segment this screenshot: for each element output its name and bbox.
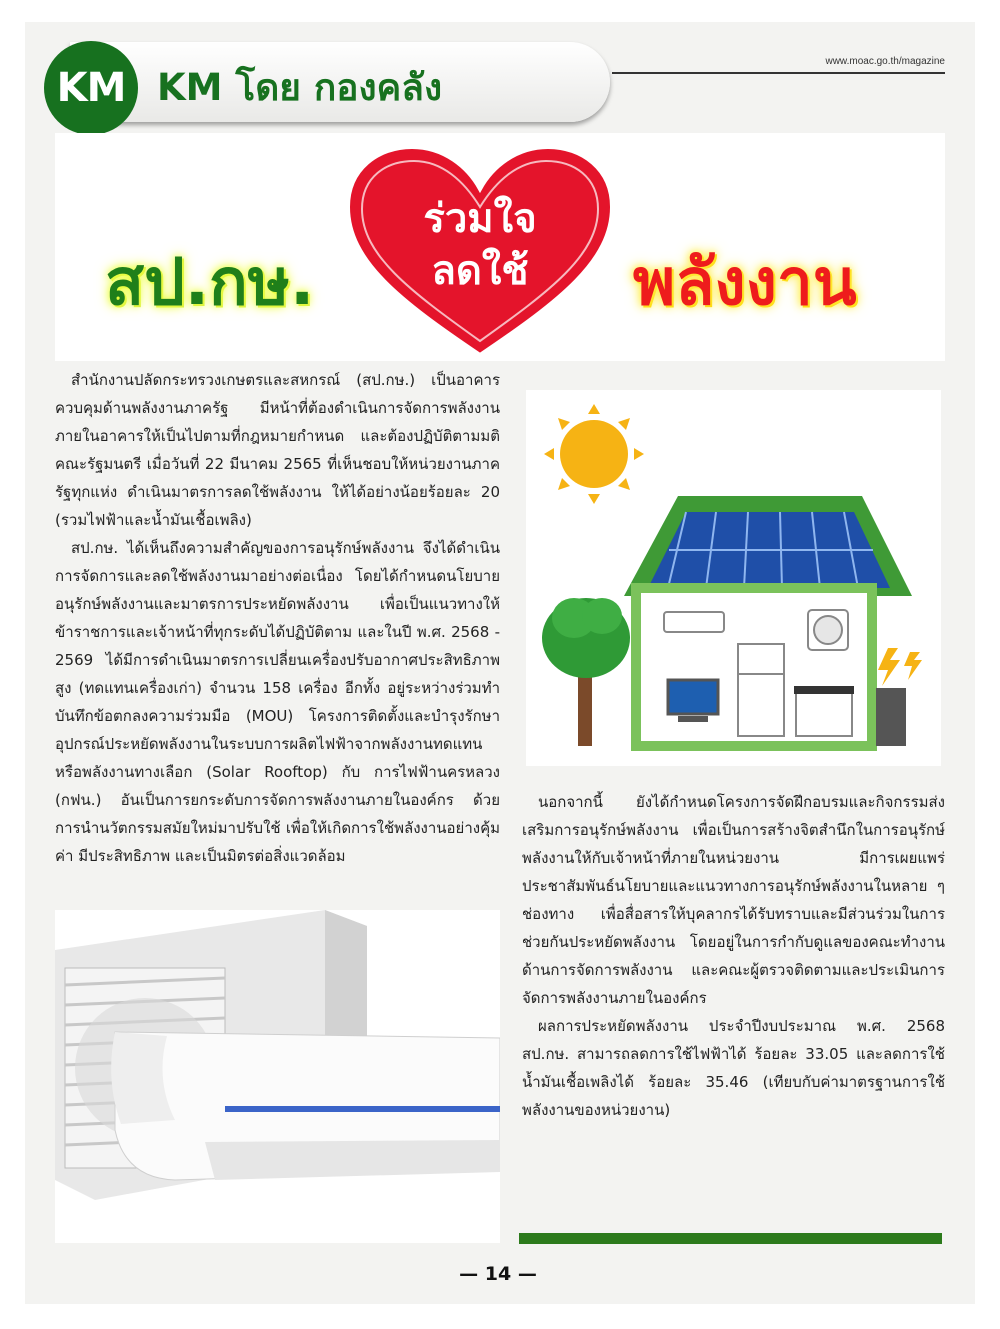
site-url: www.moac.go.th/magazine — [825, 56, 945, 67]
headline-banner — [55, 133, 945, 361]
banner-right-text: พลังงาน — [633, 246, 857, 320]
page-number: — 14 — — [459, 1263, 537, 1285]
section-title: KM โดย กองคลัง — [157, 66, 443, 109]
article-right-column — [522, 788, 945, 1124]
sun-icon — [544, 404, 644, 504]
header-divider — [612, 72, 945, 74]
tree-icon — [542, 598, 630, 746]
heart-line-1: ร่วมใจ — [423, 196, 537, 242]
paragraph: สป.กษ. ได้เห็นถึงความสำคัญของการอนุรักษ์พลังงาน จึงได้ดำเนินการจัดการและลดใช้พลังงานมาอย่างต่อเนื่อง โดยได้กำหนดนโยบายอนุรักษ์พลังงานและมาตรการประหยัดพลังงาน เพื่อเป็นแนวทางให้ข้าราชการและเจ้าหน้าที่ทุกระดับได้ปฏิบัติตาม และในปี พ.ศ. 2568 - 2569 ได้มีการดำเนินมาตรการเปลี่ยนเครื่องปรับอากาศประสิทธิภาพสูง (ทดแทนเครื่องเก่า) จำนวน 158 เครื่อง อีกทั้ง อยู่ระหว่างร่วมทำบันทึกข้อตกลงความร่วมมือ (MOU) โครงการติดตั้งและบำรุงรักษาอุปกรณ์ประหยัดพลังงานในระบบการผลิตไฟฟ้าจากพลังงานทดแทนหรือพลังงานทางเลือก (Solar Rooftop) กับ การไฟฟ้านครหลวง (กฟน.) อันเป็นการยกระดับการจัดการพลังงานภายในองค์กร ด้วยการนำนวัตกรรมสมัยใหม่มาปรับใช้ เพื่อให้เกิดการใช้พลังงานอย่างคุ้มค่า มีประสิทธิภาพ และเป็นมิตรต่อสิ่งแวดล้อม — [55, 539, 500, 865]
km-badge — [44, 41, 138, 135]
heart-caption — [340, 193, 620, 297]
paragraph: ผลการประหยัดพลังงาน ประจำปีงบประมาณ พ.ศ. 2568 สป.กษ. สามารถลดการใช้ไฟฟ้าได้ ร้อยละ 33.05 และลดการใช้น้ำมันเชื้อเพลิงได้ ร้อยละ 35.46 (เทียบกับค่ามาตรฐานการใช้พลังงานของหน่วยงาน) — [522, 1017, 945, 1119]
banner-left-text: สป.กษ. — [105, 246, 315, 320]
solar-house-illustration — [526, 390, 941, 766]
km-badge-text: KM — [56, 65, 126, 111]
paragraph: สำนักงานปลัดกระทรวงเกษตรและสหกรณ์ (สป.กษ.) เป็นอาคารควบคุมด้านพลังงานภาครัฐ มีหน้าที่ต้องดำเนินการจัดการพลังงานภายในอาคารให้เป็นไปตามที่กฎหมายกำหนด และต้องปฏิบัติตามมติคณะรัฐมนตรี เมื่อวันที่ 22 มีนาคม 2565 ที่เห็นชอบให้หน่วยงานภาครัฐทุกแห่ง ดำเนินมาตรการลดใช้พลังงาน ให้ได้อย่างน้อยร้อยละ 20 (รวมไฟฟ้าและน้ำมันเชื้อเพลิง) — [55, 371, 500, 529]
paragraph: นอกจากนี้ ยังได้กำหนดโครงการจัดฝึกอบรมและกิจกรรมส่งเสริมการอนุรักษ์พลังงาน เพื่อเป็นการสร้างจิตสำนึกในการอนุรักษ์พลังงานให้กับเจ้าหน้าที่ภายในหน่วยงาน มีการเผยแพร่ประชาสัมพันธ์นโยบายและแนวทางการอนุรักษ์พลังงานในหลาย ๆ ช่องทาง เพื่อสื่อสารให้บุคลากรได้รับทราบและมีส่วนร่วมในการช่วยกันประหยัดพลังงาน โดยอยู่ในการกำกับดูแลของคณะทำงานด้านการจัดการพลังงาน และคณะผู้ตรวจติดตามและประเมินการจัดการพลังงานภายในองค์กร — [522, 793, 945, 1007]
accent-bar — [519, 1233, 942, 1244]
solar-house-svg — [526, 390, 941, 766]
air-conditioner-svg — [55, 910, 500, 1243]
article-left-column — [55, 366, 500, 870]
air-conditioner-photo — [55, 910, 500, 1243]
heart-line-2: ลดใช้ — [431, 248, 529, 294]
